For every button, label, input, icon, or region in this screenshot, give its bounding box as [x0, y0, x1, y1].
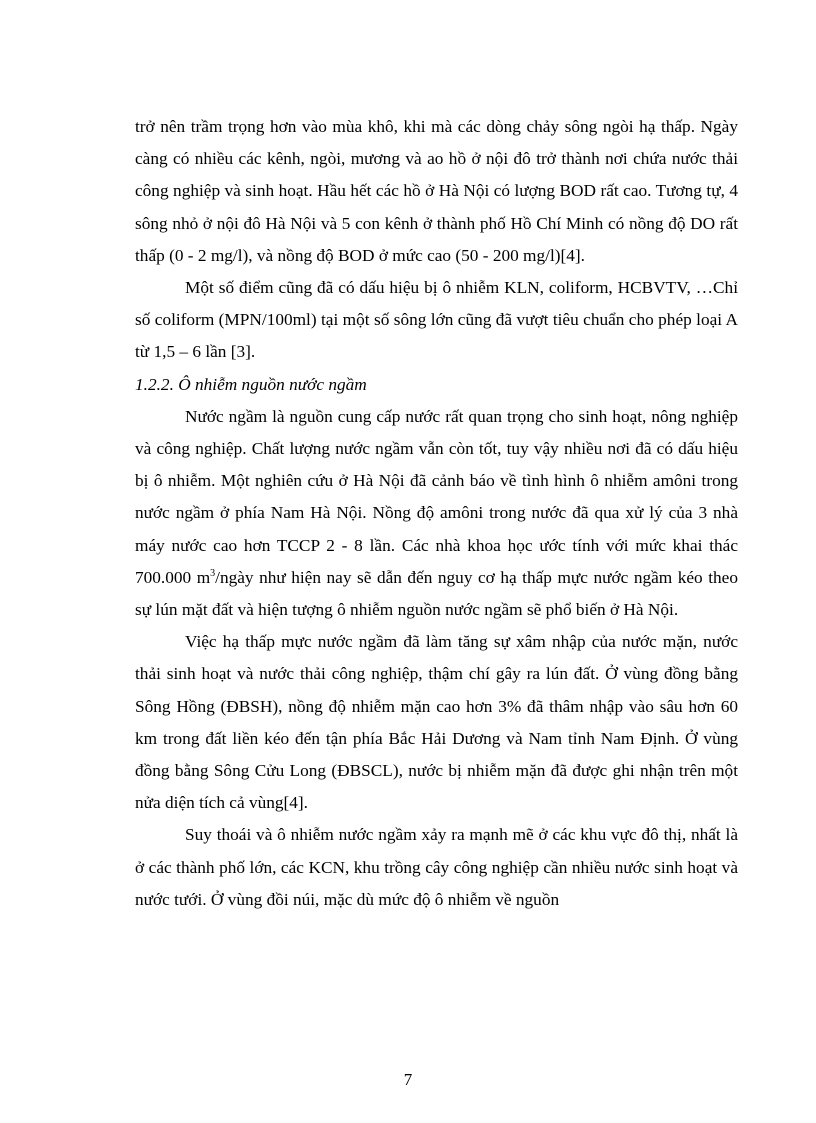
paragraph-surface-water-continued: trở nên trầm trọng hơn vào mùa khô, khi mà các dòng chảy sông ngòi hạ thấp. Ngày càng có nhiều các kênh, ngòi, mương và ao hồ ở nội đô trở thành nơi chứa nước thải công nghiệp và sinh hoạt. Hầu hết các hồ ở Hà Nội có lượng BOD rất cao. Tương tự, 4 sông nhỏ ở nội đô Hà Nội và 5 con kênh ở thành phố Hồ Chí Minh có nồng độ DO rất thấp (0 - 2 mg/l), và nồng độ BOD ở mức cao (50 - 200 mg/l)[4].	[135, 117, 738, 265]
groundwater-text-after-superscript: /ngày như hiện nay sẽ dẫn đến nguy cơ hạ thấp mực nước ngầm kéo theo sự lún mặt đất và hiện tượng ô nhiễm nguồn nước ngầm sẽ phổ biến ở Hà Nội.	[135, 567, 738, 620]
cubic-superscript: 3	[210, 568, 216, 580]
paragraph-groundwater-importance	[135, 401, 738, 626]
paragraph-saltwater-intrusion: Việc hạ thấp mực nước ngầm đã làm tăng sự xâm nhập của nước mặn, nước thải sinh hoạt và nước thải công nghiệp, thậm chí gây ra lún đất. Ở vùng đồng bằng Sông Hồng (ĐBSH), nồng độ nhiễm mặn cao hơn 3% đã thâm nhập vào sâu hơn 60 km trong đất liền kéo đến tận phía Bắc Hải Dương và Nam tỉnh Nam Định. Ở vùng đồng bằng Sông Cửu Long (ĐBSCL), nước bị nhiễm mặn đã được ghi nhận trên một nửa diện tích cả vùng[4].	[135, 632, 738, 813]
groundwater-text-before-superscript: Nước ngầm là nguồn cung cấp nước rất quan trọng cho sinh hoạt, nông nghiệp và công nghiệp. Chất lượng nước ngầm vẫn còn tốt, tuy vậy nhiều nơi đã có dấu hiệu bị ô nhiễm. Một nghiên cứu ở Hà Nội đã cảnh báo về tình hình ô nhiễm amôni trong nước ngầm ở phía Nam Hà Nội. Nồng độ amôni trong nước đã qua xử lý của 3 nhà máy nước cao hơn TCCP 2 - 8 lần. Các nhà khoa học ước tính với mức khai thác 700.000 m	[135, 406, 738, 587]
section-heading: 1.2.2. Ô nhiễm nguồn nước ngầm	[135, 374, 367, 394]
paragraph-pollution-indicators: Một số điểm cũng đã có dấu hiệu bị ô nhiễm KLN, coliform, HCBVTV, …Chỉ số coliform (MPN/100ml) tại một số sông lớn cũng đã vượt tiêu chuẩn cho phép loại A từ 1,5 – 6 lần [3].	[135, 278, 738, 362]
page-number: 7	[403, 1070, 413, 1089]
paragraph-groundwater-degradation: Suy thoái và ô nhiễm nước ngầm xảy ra mạnh mẽ ở các khu vực đô thị, nhất là ở các thành phố lớn, các KCN, khu trồng cây công nghiệp cần nhiều nước sinh hoạt và nước tưới. Ở vùng đồi núi, mặc dù mức độ ô nhiễm về nguồn	[135, 825, 738, 909]
document-body	[135, 111, 738, 916]
